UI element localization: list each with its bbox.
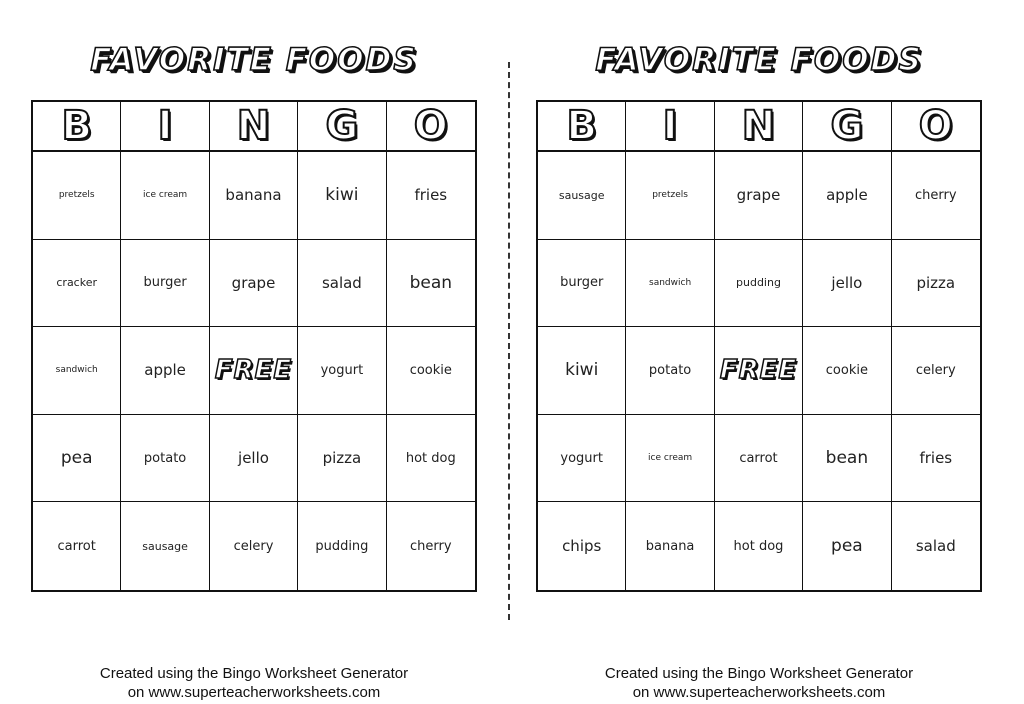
header-letter-i: I: [121, 102, 209, 150]
header-letter-n: N: [210, 102, 298, 150]
bingo-cell: banana: [626, 502, 714, 590]
footer-credit: [536, 664, 982, 702]
free-space: FREE: [210, 327, 298, 415]
bingo-cell: pretzels: [33, 152, 121, 240]
bingo-cell: jello: [803, 240, 891, 328]
bingo-cell: pizza: [298, 415, 386, 503]
bingo-cell: yogurt: [538, 415, 626, 503]
bingo-cell: pea: [33, 415, 121, 503]
bingo-cell: cracker: [33, 240, 121, 328]
bingo-cell: celery: [892, 327, 980, 415]
free-space: FREE: [715, 327, 803, 415]
bingo-cell: pudding: [298, 502, 386, 590]
header-letter-o: O: [918, 103, 953, 149]
header-letter-b: B: [538, 102, 626, 150]
bingo-board: [31, 100, 477, 592]
bingo-header-row: [538, 102, 980, 152]
bingo-cell: celery: [210, 502, 298, 590]
bingo-grid: [538, 152, 980, 590]
bingo-cell: grape: [715, 152, 803, 240]
bingo-cell: salad: [915, 537, 956, 556]
bingo-cell: fries: [387, 152, 475, 240]
bingo-cell: carrot: [33, 502, 121, 590]
bingo-cell: chips: [538, 502, 626, 590]
header-letter-g: G: [803, 102, 891, 150]
bingo-cell: kiwi: [538, 327, 626, 415]
bingo-board: [536, 100, 982, 592]
bingo-grid: [33, 152, 475, 590]
bingo-cell: carrot: [715, 415, 803, 503]
bingo-cell: bean: [387, 240, 475, 328]
bingo-cell: ice cream: [121, 152, 209, 240]
header-letter-b: B: [33, 102, 121, 150]
bingo-cell: ice cream: [626, 415, 714, 503]
bingo-cell: pretzels: [626, 152, 714, 240]
bingo-cell: salad: [298, 240, 386, 328]
header-letter-o: O: [413, 103, 448, 149]
bingo-cell: cookie: [387, 327, 475, 415]
bingo-cell: pudding: [715, 240, 803, 328]
bingo-cell: sandwich: [33, 327, 121, 415]
header-letter-i: I: [626, 102, 714, 150]
bingo-cell: cherry: [410, 538, 452, 554]
bingo-cell: fries: [892, 415, 980, 503]
header-letter-g: G: [298, 102, 386, 150]
bingo-cell: kiwi: [298, 152, 386, 240]
bingo-cell: potato: [626, 327, 714, 415]
footer-line-1: Created using the Bingo Worksheet Generator: [604, 665, 914, 682]
bingo-cell: bean: [803, 415, 891, 503]
bingo-cell: cookie: [803, 327, 891, 415]
bingo-cell: apple: [803, 152, 891, 240]
card-title: FAVORITE FOODS: [595, 42, 923, 78]
bingo-cell: banana: [210, 152, 298, 240]
bingo-cell: sausage: [538, 152, 626, 240]
footer-line-1: Created using the Bingo Worksheet Generator: [99, 665, 409, 682]
bingo-header-row: [33, 102, 475, 152]
card-title: FAVORITE FOODS: [90, 42, 418, 78]
bingo-cell: pizza: [892, 240, 980, 328]
bingo-cell: grape: [210, 240, 298, 328]
bingo-cell: hot dog: [715, 502, 803, 590]
bingo-cell: pea: [803, 502, 891, 590]
cut-line-divider: [508, 62, 510, 620]
bingo-cell: cherry: [892, 152, 980, 240]
footer-line-2: on www.superteacherworksheets.com: [127, 684, 381, 701]
footer-line-2: on www.superteacherworksheets.com: [632, 684, 886, 701]
bingo-cell: jello: [210, 415, 298, 503]
bingo-cell: sausage: [121, 502, 209, 590]
bingo-cell: burger: [121, 240, 209, 328]
bingo-cell: burger: [538, 240, 626, 328]
bingo-cell: potato: [121, 415, 209, 503]
bingo-cell: yogurt: [298, 327, 386, 415]
bingo-cell: sandwich: [626, 240, 714, 328]
bingo-cell: apple: [121, 327, 209, 415]
footer-credit: [31, 664, 477, 702]
bingo-cell: hot dog: [387, 415, 475, 503]
header-letter-n: N: [715, 102, 803, 150]
